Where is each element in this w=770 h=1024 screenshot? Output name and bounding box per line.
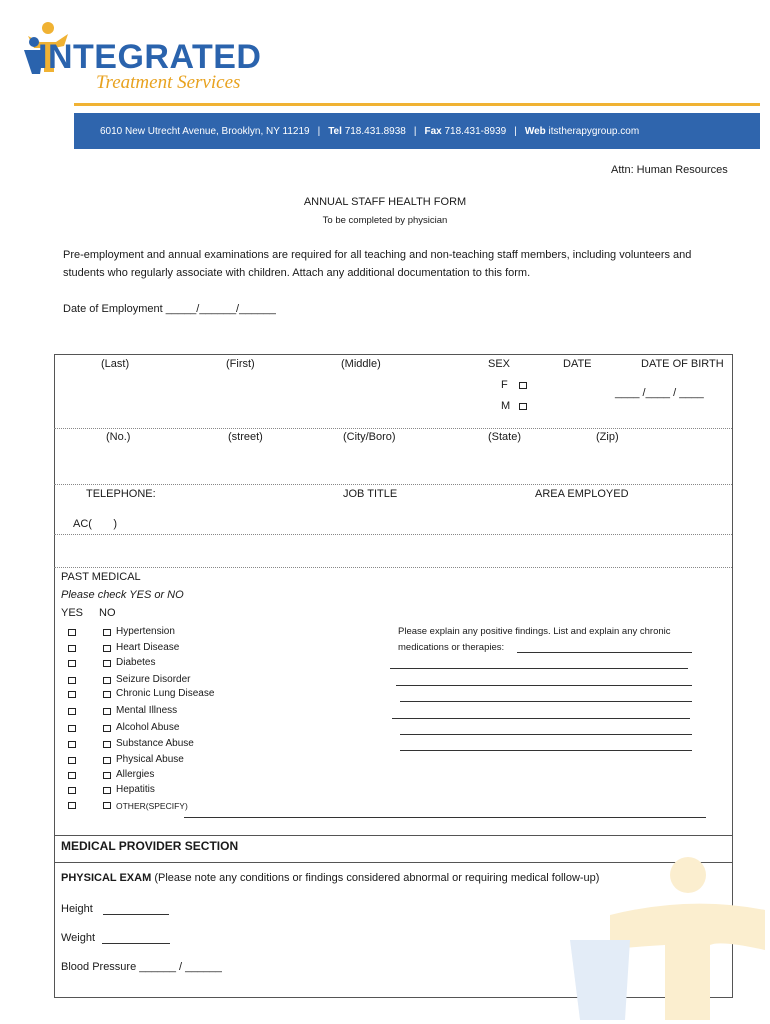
tel-text: 718.431.8938 (344, 125, 406, 137)
web-text: itstherapygroup.com (548, 125, 640, 137)
condition-label: Mental Illness (116, 705, 178, 716)
sex-f-checkbox[interactable] (519, 382, 527, 389)
first-name-label: (First) (226, 358, 255, 370)
condition-no-checkbox[interactable] (103, 677, 111, 684)
condition-no-checkbox[interactable] (103, 757, 111, 764)
sex-m-checkbox[interactable] (519, 403, 527, 410)
fax-text: 718.431-8939 (444, 125, 507, 137)
physical-exam-heading: PHYSICAL EXAM (Please note any conditions or findings considered abnormal or requiring medical follow-up) (61, 872, 600, 884)
last-name-label: (Last) (101, 358, 130, 370)
intro-line-1: Pre-employment and annual examinations are required for all teaching and non-teaching staff members, including volunteers and (63, 249, 692, 261)
condition-no-checkbox[interactable] (103, 629, 111, 636)
condition-yes-checkbox[interactable] (68, 772, 76, 779)
divider (54, 428, 732, 429)
other-specify-line[interactable] (184, 817, 706, 818)
condition-label: Alcohol Abuse (116, 722, 180, 733)
sex-f-label: F (501, 379, 508, 391)
condition-yes-checkbox[interactable] (68, 725, 76, 732)
logo-title: INTEGRATED (38, 38, 262, 76)
dob-field[interactable]: ____ /____ / ____ (615, 387, 704, 399)
header-rule (74, 103, 760, 106)
explain-line[interactable] (400, 701, 692, 702)
past-medical-instruction: Please check YES or NO (61, 589, 184, 601)
height-label: Height (61, 903, 93, 915)
blood-pressure-field[interactable]: Blood Pressure ______ / ______ (61, 961, 222, 973)
logo-subtitle: Treatment Services (96, 72, 241, 93)
condition-label: Heart Disease (116, 642, 180, 653)
middle-name-label: (Middle) (341, 358, 381, 370)
condition-yes-checkbox[interactable] (68, 787, 76, 794)
area-employed-label: AREA EMPLOYED (535, 488, 629, 500)
street-label: (street) (228, 431, 263, 443)
past-medical-title: PAST MEDICAL (61, 571, 141, 583)
dob-label: DATE OF BIRTH (641, 358, 724, 370)
sex-label: SEX (488, 358, 511, 370)
condition-no-checkbox[interactable] (103, 660, 111, 667)
condition-yes-checkbox[interactable] (68, 629, 76, 636)
sex-m-label: M (501, 400, 511, 412)
condition-label: Chronic Lung Disease (116, 688, 215, 699)
condition-yes-checkbox[interactable] (68, 708, 76, 715)
telephone-label: TELEPHONE: (86, 488, 156, 500)
condition-yes-checkbox[interactable] (68, 802, 76, 809)
condition-yes-checkbox[interactable] (68, 757, 76, 764)
condition-yes-checkbox[interactable] (68, 677, 76, 684)
condition-yes-checkbox[interactable] (68, 660, 76, 667)
condition-yes-checkbox[interactable] (68, 741, 76, 748)
explain-line[interactable] (396, 685, 692, 686)
intro-line-2: students who regularly associate with children. Attach any additional documentation to this form. (63, 267, 531, 279)
explain-line[interactable] (400, 750, 692, 751)
explain-instruction-1: Please explain any positive findings. List and explain any chronic (398, 626, 671, 637)
explain-line[interactable] (517, 652, 692, 653)
condition-label: Seizure Disorder (116, 674, 191, 685)
condition-label: Substance Abuse (116, 738, 194, 749)
street-number-label: (No.) (106, 431, 131, 443)
explain-instruction-2: medications or therapies: (398, 642, 505, 653)
condition-label: Physical Abuse (116, 754, 184, 765)
state-label: (State) (488, 431, 522, 443)
divider (54, 534, 732, 535)
explain-line[interactable] (390, 668, 688, 669)
date-label: DATE (563, 358, 592, 370)
explain-line[interactable] (392, 718, 690, 719)
divider (54, 835, 733, 836)
watermark-figure-icon (570, 855, 770, 1020)
condition-no-checkbox[interactable] (103, 645, 111, 652)
condition-no-checkbox[interactable] (103, 741, 111, 748)
condition-no-checkbox[interactable] (103, 691, 111, 698)
condition-no-checkbox[interactable] (103, 725, 111, 732)
yes-column-label: YES (61, 607, 84, 619)
contact-banner: 6010 New Utrecht Avenue, Brooklyn, NY 11219 | Tel 718.431.8938 | Fax 718.431-8939 | Web itstherapygroup.com (74, 113, 760, 149)
condition-label: Hypertension (116, 626, 175, 637)
divider (54, 567, 732, 568)
area-code-field[interactable]: AC( ) (73, 518, 117, 530)
weight-field[interactable] (102, 943, 170, 944)
condition-label: Hepatitis (116, 784, 155, 795)
form-subtitle: To be completed by physician (322, 215, 448, 226)
condition-label: Diabetes (116, 657, 156, 668)
job-title-label: JOB TITLE (343, 488, 398, 500)
condition-no-checkbox[interactable] (103, 772, 111, 779)
explain-line[interactable] (400, 734, 692, 735)
zip-label: (Zip) (596, 431, 619, 443)
condition-yes-checkbox[interactable] (68, 691, 76, 698)
divider (54, 484, 732, 485)
form-title: ANNUAL STAFF HEALTH FORM (303, 196, 467, 208)
city-label: (City/Boro) (343, 431, 396, 443)
address-text: 6010 New Utrecht Avenue, Brooklyn, NY 11219 (100, 125, 310, 137)
weight-label: Weight (61, 932, 96, 944)
attn-text: Attn: Human Resources (611, 164, 728, 176)
provider-section-title: MEDICAL PROVIDER SECTION (61, 839, 239, 853)
condition-label: OTHER(SPECIFY) (116, 801, 188, 811)
condition-no-checkbox[interactable] (103, 787, 111, 794)
condition-label: Allergies (116, 769, 155, 780)
no-column-label: NO (99, 607, 116, 619)
height-field[interactable] (103, 914, 169, 915)
condition-no-checkbox[interactable] (103, 802, 111, 809)
condition-yes-checkbox[interactable] (68, 645, 76, 652)
condition-no-checkbox[interactable] (103, 708, 111, 715)
date-of-employment-field[interactable]: Date of Employment _____/______/______ (63, 303, 276, 315)
